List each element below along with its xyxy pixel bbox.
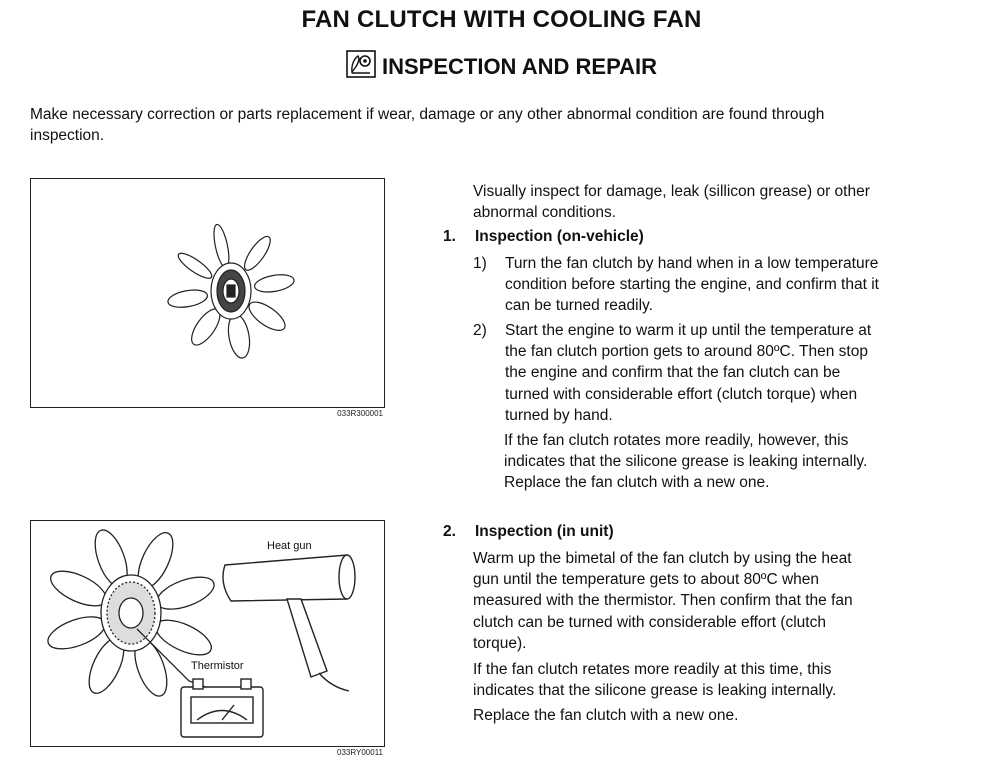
text-line: clutch can be turned with considerable effort (clutch	[473, 613, 826, 631]
figure-heat-gun-test	[30, 520, 385, 747]
note-paragraph	[504, 430, 974, 494]
text-line: If the fan clutch rotates more readily, however, this	[504, 432, 849, 449]
fan-clutch-illustration	[31, 179, 384, 407]
text-line: the engine and confirm that the fan clutch can be	[505, 364, 841, 382]
section-title-row	[0, 50, 1003, 80]
leak-paragraph	[473, 659, 963, 701]
section-number: 1.	[443, 228, 456, 245]
visual-inspection-paragraph	[473, 181, 973, 223]
text-line: measured with the thermistor. Then confirm that the fan	[473, 592, 853, 610]
text-line: Warm up the bimetal of the fan clutch by using the heat	[473, 550, 852, 567]
inspection-icon	[346, 50, 376, 78]
text-line: the fan clutch portion gets to around 80ºC. Then stop	[505, 343, 868, 361]
heat-gun-test-illustration	[31, 521, 384, 746]
text-line: Turn the fan clutch by hand when in a low temperature	[505, 255, 879, 272]
item-number: 2)	[473, 322, 487, 339]
section-title: INSPECTION AND REPAIR	[381, 54, 658, 79]
text-line: indicates that the silicone grease is leaking internally.	[473, 682, 837, 700]
intro-line: Make necessary correction or parts replacement if wear, damage or any other abnormal condition are found through	[30, 106, 825, 123]
thermistor-label: Thermistor	[191, 660, 244, 672]
text-line: gun until the temperature gets to about 80ºC when	[473, 571, 820, 589]
section-heading: Inspection (in unit)	[475, 523, 614, 540]
text-line: Visually inspect for damage, leak (sillicon grease) or other	[473, 183, 870, 200]
text-line: indicates that the silicone grease is leaking internally.	[504, 453, 868, 471]
intro-paragraph	[30, 104, 960, 146]
text-line: abnormal conditions.	[473, 204, 617, 222]
text-line: If the fan clutch retates more readily at this time, this	[473, 661, 832, 678]
figure-fan-clutch	[30, 178, 385, 408]
section-heading: Inspection (on-vehicle)	[475, 228, 644, 245]
page-title: FAN CLUTCH WITH COOLING FAN	[301, 6, 702, 33]
item-text	[505, 253, 975, 317]
text-line: turned with considerable effort (clutch torque) when	[505, 385, 858, 403]
text-line: turned by hand.	[505, 406, 613, 424]
figure-code: 033R300001	[337, 409, 383, 418]
text-line: torque).	[473, 634, 527, 652]
text-line: condition before starting the engine, and confirm that it	[505, 276, 879, 294]
figure-code: 033RY00011	[337, 748, 383, 757]
replace-paragraph: Replace the fan clutch with a new one.	[473, 707, 739, 724]
text-line: Replace the fan clutch with a new one.	[504, 474, 770, 492]
section-number: 2.	[443, 523, 456, 540]
item-number: 1)	[473, 255, 487, 272]
heat-gun-label: Heat gun	[267, 540, 312, 552]
unit-inspection-paragraph	[473, 548, 963, 654]
text-line: can be turned readily.	[505, 297, 653, 315]
intro-line: inspection.	[30, 127, 105, 144]
item-text	[505, 320, 975, 426]
text-line: Start the engine to warm it up until the temperature at	[505, 322, 872, 339]
